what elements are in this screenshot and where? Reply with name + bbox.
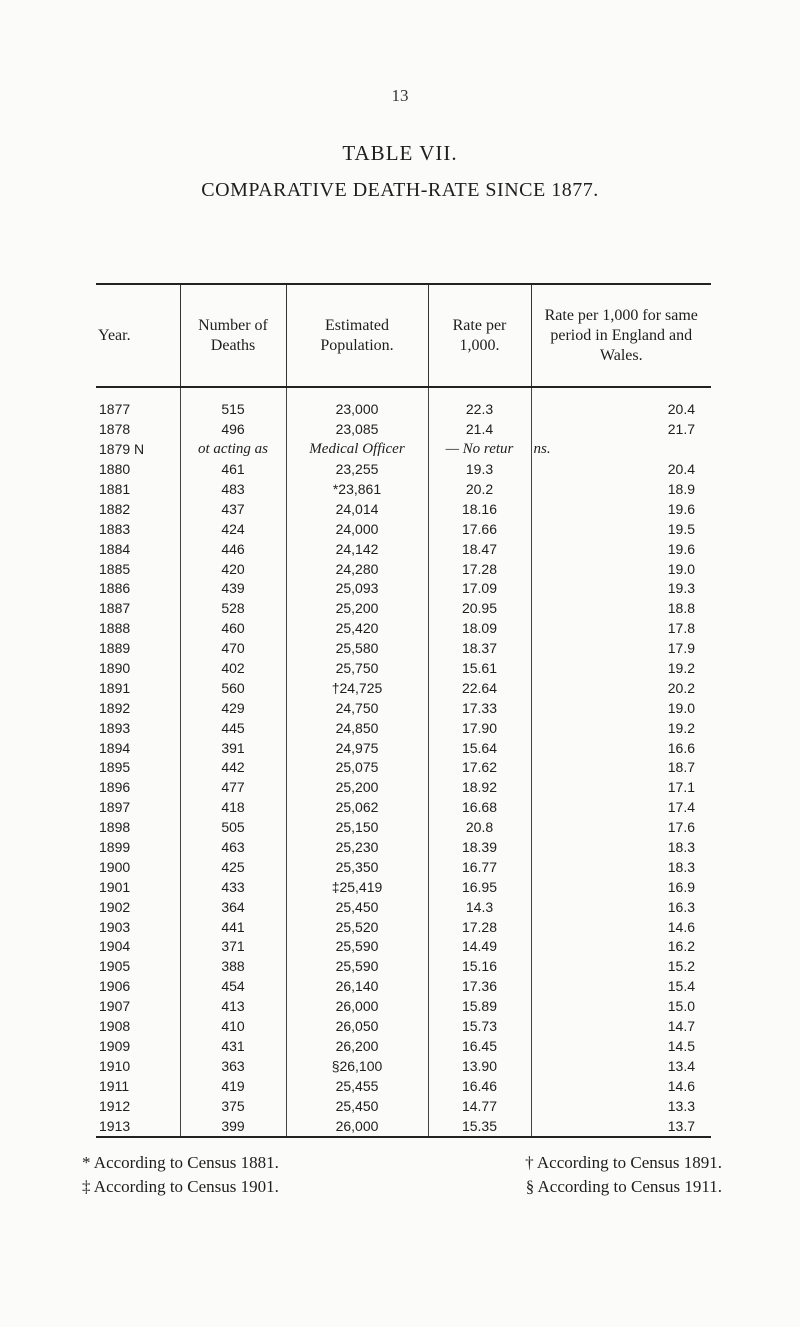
cell-rate: 15.35 [428, 1116, 531, 1137]
cell-rate-ew: 16.6 [531, 738, 711, 758]
cell-deaths: 483 [180, 480, 286, 500]
cell-rate: 18.47 [428, 539, 531, 559]
table-row [96, 778, 711, 798]
cell-rate-ew: 16.3 [531, 897, 711, 917]
table-row [96, 997, 711, 1017]
table-row [96, 579, 711, 599]
cell-year: 1907 [99, 998, 131, 1015]
cell-rate: 18.09 [428, 619, 531, 639]
table-row [96, 857, 711, 877]
cell-rate: 16.95 [428, 877, 531, 897]
cell-year: 1898 [99, 819, 131, 836]
cell-rate-ew: 13.4 [531, 1056, 711, 1076]
cell-rate-ew: 20.4 [531, 400, 711, 420]
cell-population: 24,850 [286, 718, 428, 738]
cell-rate-ew: 17.4 [531, 798, 711, 818]
cell-rate-ew: 15.4 [531, 977, 711, 997]
cell-population: 25,075 [286, 758, 428, 778]
table-row [96, 1056, 711, 1076]
cell-year: 1895 [99, 759, 131, 776]
cell-rate: 15.16 [428, 957, 531, 977]
table-row [96, 977, 711, 997]
cell-rate-ew: 15.0 [531, 997, 711, 1017]
cell-population: 24,750 [286, 698, 428, 718]
cell-year: 1879 N [99, 441, 145, 458]
cell-rate: 21.4 [428, 420, 531, 440]
death-rate-table [96, 283, 711, 1138]
cell-population: 24,975 [286, 738, 428, 758]
cell-year: 1911 [99, 1077, 130, 1094]
cell-population: 24,280 [286, 559, 428, 579]
cell-deaths: ot acting as [180, 440, 286, 460]
cell-rate-ew: 17.6 [531, 818, 711, 838]
cell-deaths: 505 [180, 818, 286, 838]
cell-deaths: 363 [180, 1056, 286, 1076]
header-rate-england-wales: Rate per 1,000 for same period in England and Wales. [531, 284, 711, 387]
table-row [96, 738, 711, 758]
cell-rate-ew: 17.1 [531, 778, 711, 798]
cell-rate-ew: 14.6 [531, 917, 711, 937]
cell-rate-ew: ns. [531, 440, 711, 460]
cell-year: 1904 [99, 938, 131, 955]
cell-deaths: 461 [180, 460, 286, 480]
cell-population: 23,000 [286, 400, 428, 420]
table-row [96, 678, 711, 698]
cell-year: 1888 [99, 620, 131, 637]
cell-population: §26,100 [286, 1056, 428, 1076]
cell-year: 1908 [99, 1018, 131, 1035]
cell-population: 25,580 [286, 639, 428, 659]
table-row [96, 877, 711, 897]
cell-deaths: 419 [180, 1076, 286, 1096]
table-row [96, 818, 711, 838]
cell-population: 26,000 [286, 1116, 428, 1137]
spacer-row [96, 387, 711, 400]
cell-deaths: 391 [180, 738, 286, 758]
cell-deaths: 446 [180, 539, 286, 559]
cell-rate-ew: 18.8 [531, 599, 711, 619]
cell-rate: 17.28 [428, 917, 531, 937]
cell-population: Medical Officer [286, 440, 428, 460]
cell-rate-ew: 14.5 [531, 1037, 711, 1057]
cell-rate: 13.90 [428, 1056, 531, 1076]
cell-population: 25,590 [286, 937, 428, 957]
cell-deaths: 433 [180, 877, 286, 897]
cell-rate: 14.3 [428, 897, 531, 917]
cell-deaths: 445 [180, 718, 286, 738]
cell-rate-ew: 19.2 [531, 718, 711, 738]
cell-year: 1910 [99, 1057, 131, 1074]
cell-rate: 18.92 [428, 778, 531, 798]
footnote-census-1881: * According to Census 1881. [82, 1153, 279, 1172]
cell-year: 1887 [99, 600, 131, 617]
cell-rate: 15.73 [428, 1017, 531, 1037]
cell-rate: 16.46 [428, 1076, 531, 1096]
cell-population: 25,750 [286, 659, 428, 679]
cell-rate: 16.45 [428, 1037, 531, 1057]
cell-population: 25,230 [286, 838, 428, 858]
cell-deaths: 441 [180, 917, 286, 937]
table-row [96, 559, 711, 579]
cell-population: †24,725 [286, 678, 428, 698]
cell-year: 1900 [99, 858, 131, 875]
table-row [96, 519, 711, 539]
cell-year: 1885 [99, 560, 131, 577]
footnote-census-1901: ‡ According to Census 1901. [82, 1177, 279, 1196]
table-row [96, 698, 711, 718]
cell-year: 1892 [99, 699, 131, 716]
table-row [96, 639, 711, 659]
cell-year: 1877 [99, 401, 131, 418]
cell-population: 23,255 [286, 460, 428, 480]
cell-rate: 20.2 [428, 480, 531, 500]
cell-rate: 18.37 [428, 639, 531, 659]
cell-year: 1880 [99, 461, 131, 478]
cell-population: 26,050 [286, 1017, 428, 1037]
cell-rate-ew: 19.6 [531, 539, 711, 559]
cell-rate: 22.3 [428, 400, 531, 420]
cell-rate-ew: 20.4 [531, 460, 711, 480]
cell-rate: 15.64 [428, 738, 531, 758]
cell-rate: 15.61 [428, 659, 531, 679]
cell-population: ‡25,419 [286, 877, 428, 897]
cell-population: 25,420 [286, 619, 428, 639]
cell-population: 26,000 [286, 997, 428, 1017]
cell-year: 1883 [99, 520, 131, 537]
table-row [96, 917, 711, 937]
cell-population: 25,350 [286, 857, 428, 877]
cell-rate-ew: 20.2 [531, 678, 711, 698]
cell-rate-ew: 17.9 [531, 639, 711, 659]
cell-rate: 14.49 [428, 937, 531, 957]
cell-population: 25,450 [286, 1096, 428, 1116]
footnotes [82, 1151, 722, 1199]
cell-rate-ew: 13.7 [531, 1116, 711, 1137]
table-row [96, 1076, 711, 1096]
cell-deaths: 420 [180, 559, 286, 579]
cell-year: 1899 [99, 839, 131, 856]
cell-year: 1906 [99, 978, 131, 995]
cell-year: 1897 [99, 799, 131, 816]
cell-rate-ew: 19.5 [531, 519, 711, 539]
cell-year: 1881 [99, 481, 131, 497]
cell-rate-ew: 13.3 [531, 1096, 711, 1116]
cell-population: *23,861 [286, 480, 428, 500]
cell-rate: 17.36 [428, 977, 531, 997]
cell-rate: 20.8 [428, 818, 531, 838]
cell-deaths: 442 [180, 758, 286, 778]
cell-year: 1902 [99, 898, 131, 915]
cell-population: 25,150 [286, 818, 428, 838]
footnote-census-1891: † According to Census 1891. [525, 1153, 722, 1172]
cell-deaths: 454 [180, 977, 286, 997]
cell-year: 1893 [99, 719, 131, 736]
cell-rate: 20.95 [428, 599, 531, 619]
cell-rate: 17.33 [428, 698, 531, 718]
cell-year: 1878 [99, 421, 131, 438]
cell-year: 1909 [99, 1037, 131, 1054]
cell-deaths: 413 [180, 997, 286, 1017]
cell-population: 25,200 [286, 599, 428, 619]
cell-population: 25,455 [286, 1076, 428, 1096]
cell-rate: 17.62 [428, 758, 531, 778]
cell-population: 23,085 [286, 420, 428, 440]
cell-deaths: 399 [180, 1116, 286, 1137]
table-row [96, 599, 711, 619]
cell-deaths: 437 [180, 499, 286, 519]
cell-year: 1890 [99, 660, 131, 677]
cell-population: 25,093 [286, 579, 428, 599]
cell-rate: 22.64 [428, 678, 531, 698]
cell-population: 25,062 [286, 798, 428, 818]
cell-year: 1882 [99, 500, 131, 517]
table-row [96, 539, 711, 559]
cell-rate-ew: 21.7 [531, 420, 711, 440]
cell-rate-ew: 19.2 [531, 659, 711, 679]
table-row [96, 420, 711, 440]
cell-rate: 18.16 [428, 499, 531, 519]
cell-deaths: 477 [180, 778, 286, 798]
table-row [96, 1116, 711, 1137]
cell-population: 26,140 [286, 977, 428, 997]
cell-rate-ew: 16.2 [531, 937, 711, 957]
cell-year: 1894 [99, 739, 131, 756]
cell-deaths: 388 [180, 957, 286, 977]
table-row [96, 897, 711, 917]
cell-rate: 19.3 [428, 460, 531, 480]
cell-rate: 14.77 [428, 1096, 531, 1116]
cell-rate: 17.28 [428, 559, 531, 579]
table-row [96, 1096, 711, 1116]
table-row [96, 619, 711, 639]
table-row [96, 718, 711, 738]
cell-deaths: 431 [180, 1037, 286, 1057]
header-population: Estimated Population. [286, 284, 428, 387]
table-row [96, 798, 711, 818]
cell-deaths: 410 [180, 1017, 286, 1037]
table-title: TABLE VII. [342, 141, 458, 165]
table-subtitle: COMPARATIVE DEATH-RATE SINCE 1877. [201, 179, 599, 201]
cell-rate-ew: 14.6 [531, 1076, 711, 1096]
cell-rate-ew: 15.2 [531, 957, 711, 977]
cell-year: 1913 [96, 1116, 180, 1137]
cell-year: 1912 [99, 1097, 131, 1114]
cell-deaths: 515 [180, 400, 286, 420]
table-row [96, 758, 711, 778]
cell-deaths: 528 [180, 599, 286, 619]
cell-population: 24,014 [286, 499, 428, 519]
page-number: 13 [391, 86, 409, 105]
header-year: Year. [96, 284, 180, 387]
table-row [96, 838, 711, 858]
cell-rate-ew: 18.3 [531, 838, 711, 858]
cell-rate-ew: 17.8 [531, 619, 711, 639]
table-row [96, 499, 711, 519]
footnote-census-1911: § According to Census 1911. [525, 1177, 722, 1196]
cell-population: 25,590 [286, 957, 428, 977]
cell-rate-ew: 19.6 [531, 499, 711, 519]
cell-year: 1891 [99, 679, 131, 696]
cell-year: 1889 [99, 640, 131, 657]
cell-rate-ew: 19.0 [531, 559, 711, 579]
table-row [96, 460, 711, 480]
cell-deaths: 560 [180, 678, 286, 698]
cell-population: 26,200 [286, 1037, 428, 1057]
cell-deaths: 364 [180, 897, 286, 917]
cell-rate-ew: 19.0 [531, 698, 711, 718]
cell-rate-ew: 14.7 [531, 1017, 711, 1037]
cell-rate: — No retur [428, 440, 531, 460]
cell-deaths: 425 [180, 857, 286, 877]
cell-deaths: 424 [180, 519, 286, 539]
cell-rate: 15.89 [428, 997, 531, 1017]
header-row [96, 284, 711, 387]
header-rate: Rate per 1,000. [428, 284, 531, 387]
cell-rate: 16.77 [428, 857, 531, 877]
cell-deaths: 371 [180, 937, 286, 957]
table-row [96, 480, 711, 500]
cell-rate: 16.68 [428, 798, 531, 818]
header-deaths: Number of Deaths [180, 284, 286, 387]
cell-deaths: 439 [180, 579, 286, 599]
cell-population: 24,142 [286, 539, 428, 559]
cell-rate: 17.09 [428, 579, 531, 599]
cell-year: 1905 [99, 958, 131, 975]
table-row [96, 659, 711, 679]
cell-rate-ew: 19.3 [531, 579, 711, 599]
cell-deaths: 460 [180, 619, 286, 639]
cell-year: 1886 [99, 580, 131, 597]
cell-deaths: 429 [180, 698, 286, 718]
cell-rate: 17.66 [428, 519, 531, 539]
cell-population: 24,000 [286, 519, 428, 539]
cell-year: 1903 [99, 918, 131, 935]
cell-year: 1884 [99, 540, 131, 557]
table-row [96, 1037, 711, 1057]
cell-year: 1901 [99, 878, 131, 895]
cell-rate: 17.90 [428, 718, 531, 738]
cell-deaths: 496 [180, 420, 286, 440]
cell-rate: 18.39 [428, 838, 531, 858]
cell-rate-ew: 16.9 [531, 877, 711, 897]
cell-rate-ew: 18.3 [531, 857, 711, 877]
cell-year: 1896 [99, 779, 131, 796]
cell-deaths: 402 [180, 659, 286, 679]
cell-rate-ew: 18.9 [531, 480, 711, 500]
table-row [96, 957, 711, 977]
table-row [96, 440, 711, 460]
table-row [96, 400, 711, 420]
cell-rate-ew: 18.7 [531, 758, 711, 778]
cell-population: 25,200 [286, 778, 428, 798]
table-row [96, 937, 711, 957]
cell-population: 25,450 [286, 897, 428, 917]
cell-deaths: 463 [180, 838, 286, 858]
cell-deaths: 418 [180, 798, 286, 818]
table-row [96, 1017, 711, 1037]
cell-deaths: 375 [180, 1096, 286, 1116]
cell-population: 25,520 [286, 917, 428, 937]
cell-deaths: 470 [180, 639, 286, 659]
